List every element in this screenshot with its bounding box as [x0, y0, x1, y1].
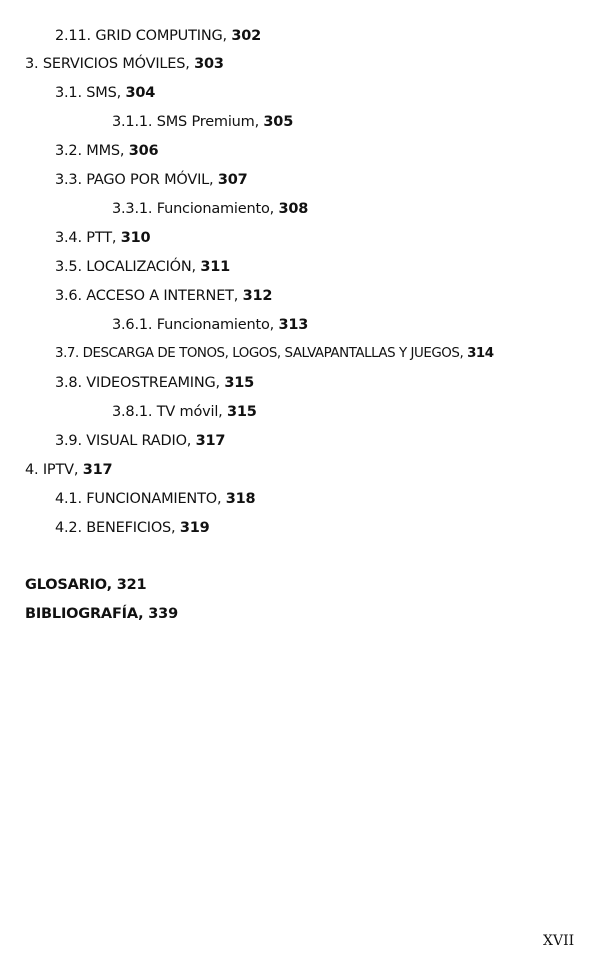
- toc-entry-title: BENEFICIOS,: [86, 520, 176, 536]
- toc-entry-number: 3.8.1.: [112, 404, 153, 420]
- toc-entry-number: 3.1.1.: [112, 114, 153, 130]
- toc-entry-4: [25, 461, 112, 479]
- toc-entry-page: 302: [231, 28, 262, 44]
- toc-entry-number: 3.6.1.: [112, 317, 153, 333]
- toc-entry-page: 308: [278, 201, 309, 217]
- toc-entry-number: 3.3.: [55, 172, 82, 188]
- toc-entry-number: 3.9.: [55, 433, 82, 449]
- toc-entry-number: 3.1.: [55, 85, 82, 101]
- toc-entry-page: 311: [200, 259, 231, 275]
- toc-entry-3-7: [55, 345, 494, 363]
- toc-entry-page: 317: [82, 462, 113, 478]
- toc-entry-title: PTT,: [86, 230, 117, 246]
- toc-entry-title: ACCESO A INTERNET,: [86, 288, 239, 304]
- toc-entry-page: 310: [120, 230, 151, 246]
- toc-entry-page: 304: [125, 85, 156, 101]
- page-number: XVII: [543, 933, 575, 949]
- toc-entry-3-2: [55, 142, 158, 160]
- toc-entry-3-9: [55, 432, 225, 450]
- toc-entry-page: 306: [128, 143, 159, 159]
- toc-entry-title: GRID COMPUTING,: [95, 28, 227, 44]
- toc-entry-page: 315: [224, 375, 255, 391]
- toc-entry-title: PAGO POR MÓVIL,: [86, 172, 214, 188]
- toc-entry-title: FUNCIONAMIENTO,: [86, 491, 222, 507]
- toc-entry-3-8: [55, 374, 254, 392]
- toc-entry-number: 3.7.: [55, 346, 79, 361]
- toc-entry-title: IPTV,: [42, 462, 79, 478]
- toc-entry-page: 319: [179, 520, 210, 536]
- toc-entry-title: DESCARGA DE TONOS, LOGOS, SALVAPANTALLAS Y JUEGOS,: [82, 346, 464, 361]
- toc-entry-3-1-1: [112, 113, 293, 131]
- toc-entry-title: Funcionamiento,: [156, 317, 275, 333]
- toc-entry-3-8-1: [112, 403, 257, 421]
- toc-entry-title: LOCALIZACIÓN,: [86, 259, 196, 275]
- toc-entry-page: 314: [467, 346, 494, 361]
- toc-entry-page: 303: [194, 56, 224, 72]
- toc-entry-3-5: [55, 258, 230, 276]
- toc-entry-number: 2.11.: [55, 28, 91, 44]
- toc-entry-title: SMS Premium,: [156, 114, 259, 130]
- toc-entry-number: 4.2.: [55, 520, 82, 536]
- toc-entry-number: 4.: [25, 462, 39, 478]
- toc-entry-3-1: [55, 84, 155, 102]
- toc-entry-title: MMS,: [86, 143, 125, 159]
- toc-entry-title: SMS,: [86, 85, 122, 101]
- toc-entry-4-2: [55, 519, 210, 537]
- toc-entry-title: VISUAL RADIO,: [86, 433, 192, 449]
- toc-entry-3-3-1: [112, 200, 308, 218]
- toc-entry-number: 3.8.: [55, 375, 82, 391]
- toc-entry-3: [25, 55, 224, 73]
- toc-entry-page: 315: [227, 404, 257, 420]
- toc-entry-3-6: [55, 287, 272, 305]
- toc-entry-title: VIDEOSTREAMING,: [86, 375, 220, 391]
- toc-entry-number: 4.1.: [55, 491, 82, 507]
- toc-entry-page: 312: [242, 288, 273, 304]
- toc-entry-page: 305: [263, 114, 294, 130]
- toc-entry-3-4: [55, 229, 150, 247]
- toc-glosario: GLOSARIO, 321: [25, 577, 147, 593]
- toc-entry-3-3: [55, 171, 248, 189]
- toc-entry-page: 317: [195, 433, 226, 449]
- toc-entry-title: Funcionamiento,: [156, 201, 275, 217]
- toc-entry-number: 3.4.: [55, 230, 82, 246]
- toc-entry-4-1: [55, 490, 255, 508]
- toc-entry-page: 313: [278, 317, 309, 333]
- toc-entry-2-11: [55, 27, 261, 45]
- toc-bibliografia: BIBLIOGRAFÍA, 339: [25, 606, 178, 622]
- toc-entry-page: 318: [225, 491, 256, 507]
- toc-entry-page: 307: [217, 172, 248, 188]
- toc-entry-number: 3.6.: [55, 288, 82, 304]
- toc-entry-title: SERVICIOS MÓVILES,: [42, 56, 190, 72]
- toc-entry-title: TV móvil,: [156, 404, 223, 420]
- toc-entry-number: 3.3.1.: [112, 201, 153, 217]
- toc-entry-3-6-1: [112, 316, 308, 334]
- toc-entry-number: 3.5.: [55, 259, 82, 275]
- toc-entry-number: 3.: [25, 56, 39, 72]
- toc-entry-number: 3.2.: [55, 143, 82, 159]
